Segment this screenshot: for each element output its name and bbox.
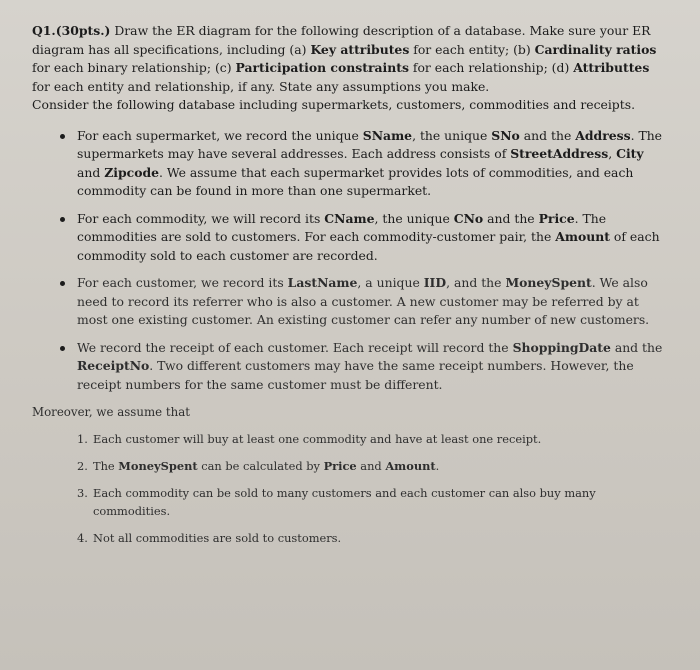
assumption-number: 4. [77, 530, 88, 545]
city-term: City [616, 146, 644, 161]
question-text: for each entity; (b) [409, 41, 535, 57]
text: We record the receipt of each customer. Each receipt will record the [77, 339, 513, 355]
text: , the unique [412, 127, 492, 143]
assumption-item [32, 457, 670, 475]
shoppingdate-term: ShoppingDate [512, 339, 611, 355]
lastname-term: LastName [287, 275, 358, 290]
question-number: Q1. [32, 23, 56, 38]
consider-paragraph: Consider the following database including supermarkets, customers, commodities and receipts. [32, 97, 636, 112]
text: of each commodity sold to each customer are recorded. [77, 229, 660, 263]
assumption-text: Each customer will buy at least one commodity and have at least one receipt. [93, 431, 542, 446]
iid-term: IID [423, 275, 447, 290]
cardinality-term: Cardinality ratios [534, 41, 657, 57]
bullet-dot [60, 281, 65, 286]
text: . Two different customers may have the same receipt numbers. However, the receipt numbers for the same customer must be different. [77, 358, 634, 392]
question-text: Draw the ER diagram for the following description of a database. Make sure your ER diagram has all specifications, including (a) [32, 23, 651, 57]
sname-term: SName [362, 127, 413, 143]
price-term: Price [538, 210, 575, 226]
text: For each supermarket, we record the unique [77, 127, 363, 143]
cno-term: CNo [453, 210, 484, 226]
bullet-dot [60, 134, 65, 139]
participation-term: Participation constraints [235, 60, 409, 75]
question-text: for each entity and relationship, if any. State any assumptions you make. [32, 78, 490, 94]
text: , and the [446, 275, 506, 290]
bullet-dot [60, 346, 65, 351]
assumption-item [32, 484, 670, 520]
text: For each commodity, we will record its [77, 210, 325, 226]
question-text: for each binary relationship; (c) [32, 60, 236, 75]
text: and the [519, 127, 576, 143]
price-term: Price [323, 458, 357, 473]
moneyspent-term: MoneySpent [118, 458, 198, 473]
text: , [608, 146, 617, 161]
amount-term: Amount [555, 229, 610, 244]
assumption-text: Not all commodities are sold to customers. [93, 530, 342, 545]
cname-term: CName [324, 210, 375, 226]
description-list [32, 127, 670, 395]
text: . We assume that each supermarket provides lots of commodities, and each commodity can be found in more than one supermarket. [77, 164, 634, 198]
assumption-text: and [356, 458, 386, 473]
street-address-term: StreetAddress [510, 146, 609, 161]
text: and the [610, 339, 663, 355]
amount-term: Amount [385, 458, 436, 473]
assumption-text: can be calculated by [197, 458, 324, 473]
receipt-bullet [32, 339, 670, 395]
text: , the unique [374, 210, 454, 226]
bullet-dot [60, 217, 65, 222]
moneyspent-term: MoneySpent [505, 275, 592, 290]
attributes-term: Attributtes [573, 60, 650, 75]
receiptno-term: ReceiptNo [77, 358, 150, 373]
text: and the [483, 210, 539, 226]
key-attributes-term: Key attributes [310, 41, 410, 57]
zipcode-term: Zipcode [104, 164, 160, 180]
assumption-number: 3. [77, 485, 88, 500]
assumption-item [32, 529, 670, 547]
address-term: Address [575, 127, 631, 143]
supermarket-bullet [32, 127, 670, 201]
sno-term: SNo [491, 127, 520, 143]
assumption-text: The [93, 458, 119, 473]
customer-bullet [32, 274, 670, 330]
assumption-number: 1. [77, 431, 88, 446]
assumption-item [32, 430, 670, 448]
question-points: (30pts.) [55, 23, 111, 38]
text: and [77, 164, 105, 180]
text: For each customer, we record its [77, 275, 288, 290]
assumption-text: Each commodity can be sold to many customers and each customer can also buy many commodities. [93, 485, 596, 518]
assumptions-list [32, 430, 670, 547]
text: . The supermarkets may have several addresses. Each address consists of [77, 127, 663, 161]
question-text: for each relationship; (d) [408, 60, 574, 75]
text: , a unique [357, 275, 424, 290]
text: . The commodities are sold to customers. For each commodity-customer pair, the [77, 210, 607, 244]
question-paragraph [32, 22, 670, 96]
commodity-bullet [32, 210, 670, 266]
assumption-number: 2. [77, 458, 88, 473]
moreover-text: Moreover, we assume that [32, 405, 190, 419]
assumption-text: . [435, 458, 440, 473]
text: . We also need to record its referrer who is also a customer. A new customer may be referred by at most one existing customer. An existing customer can refer any number of new customers. [77, 275, 650, 327]
